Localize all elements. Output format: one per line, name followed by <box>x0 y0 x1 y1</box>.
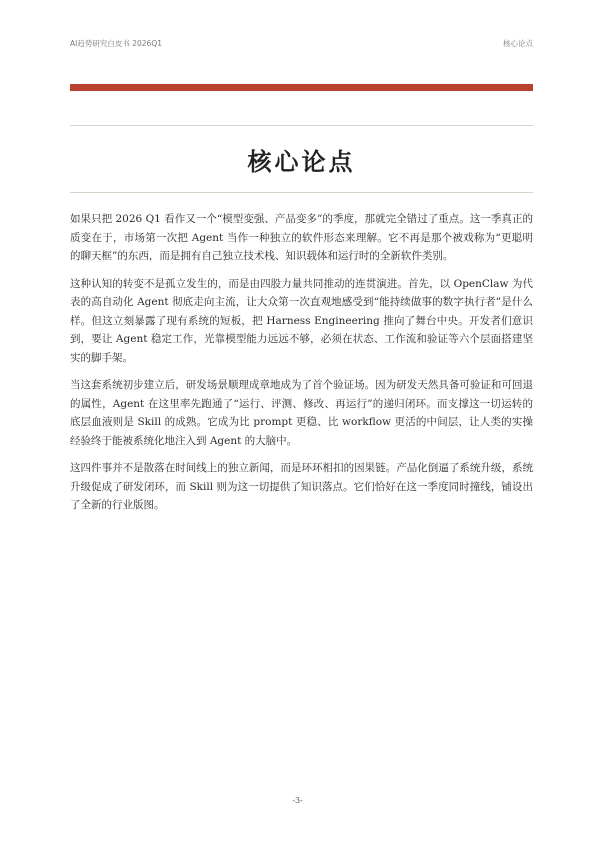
running-header <box>70 38 533 49</box>
paragraph: 这种认知的转变不是孤立发生的，而是由四股力量共同推动的连贯演进。首先，以 OpenClaw 为代表的高自动化 Agent 彻底走向主流，让大众第一次直观地感受到“能持续做事的数字执行者”是什么样。但这立刻暴露了现有系统的短板，把 Harness Engineering 推向了舞台中央。开发者们意识到，要让 Agent 稳定工作，光靠模型能力远远不够，必须在状态、工作流和验证等六个层面搭建坚实的脚手架。 <box>70 277 533 364</box>
title-bottom-rule <box>70 192 533 193</box>
header-section-title: 核心论点 <box>503 39 533 48</box>
paragraph: 这四件事并不是散落在时间线上的独立新闻，而是环环相扣的因果链。产品化倒逼了系统升级，系统升级促成了研发闭环，而 Skill 则为这一切提供了知识落点。它们恰好在这一季度同时撞线，铺设出了全新的行业版图。 <box>70 462 533 511</box>
paragraph: 如果只把 2026 Q1 看作又一个“模型变强、产品变多”的季度，那就完全错过了重点。这一季真正的质变在于，市场第一次把 Agent 当作一种独立的软件形态来理解。它不再是那个被戏称为“更聪明的聊天框”的东西，而是拥有自己独立技术栈、知识载体和运行时的全新软件类别。 <box>70 213 533 262</box>
header-document-title: AI趋势研究白皮书 2026Q1 <box>70 39 162 48</box>
paragraph: 当这套系统初步建立后，研发场景顺理成章地成为了首个验证场。因为研发天然具备可验证和可回退的属性，Agent 在这里率先跑通了“运行、评测、修改、再运行”的递归闭环。而支撑这一切运转的底层血液则是 Skill 的成熟。它成为比 prompt 更稳、比 workflow 更活的中间层，让人类的实操经验终于能被系统化地注入到 Agent 的大脑中。 <box>70 379 533 447</box>
accent-bar <box>70 84 533 91</box>
title-top-rule <box>70 125 533 126</box>
body-text <box>70 210 533 524</box>
page-number: -3- <box>292 796 303 805</box>
page-title: 核心论点 <box>247 148 356 176</box>
